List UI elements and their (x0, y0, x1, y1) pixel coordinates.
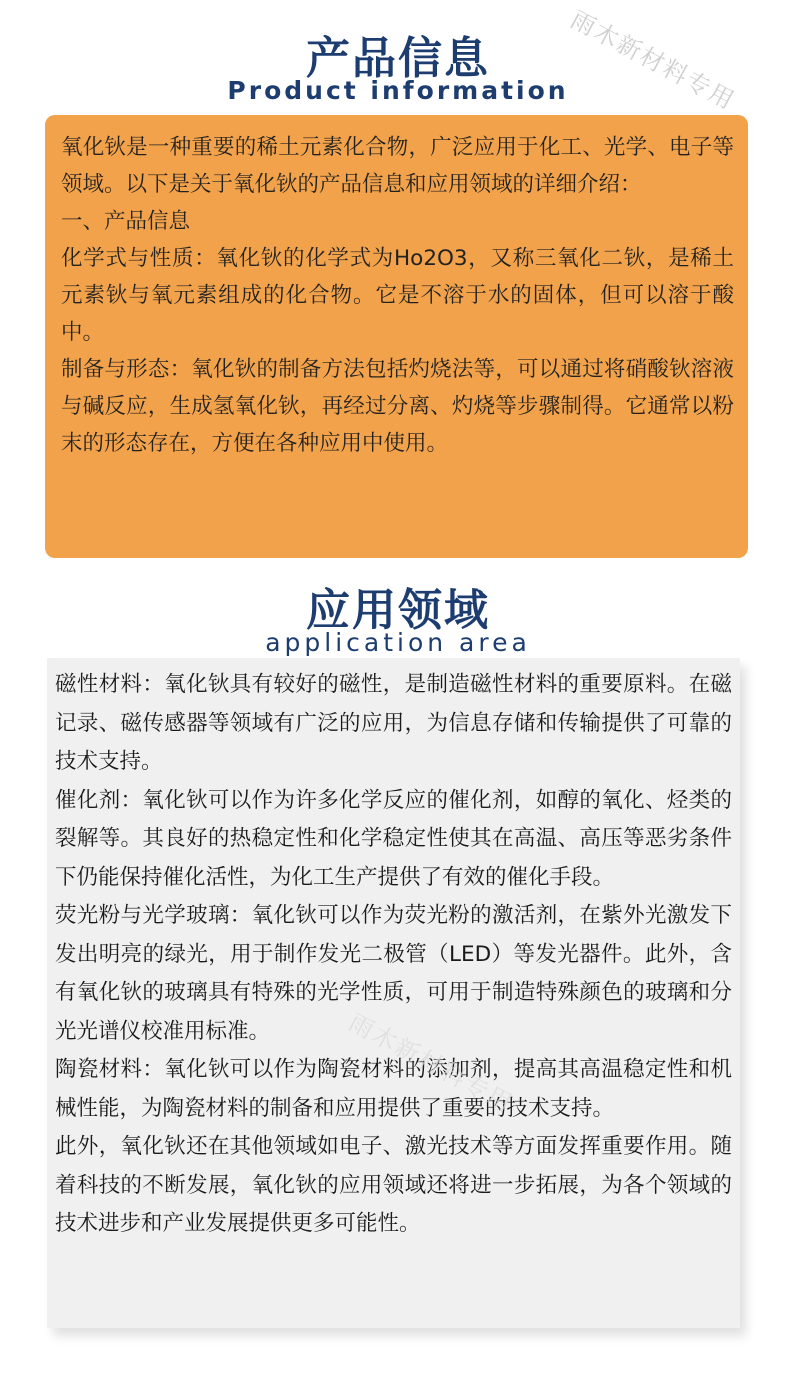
application-area-title: 应用领域 (306, 585, 490, 636)
product-intro-paragraph: 氧化钬是一种重要的稀土元素化合物，广泛应用于化工、光学、电子等领域。以下是关于氧化钬的产品信息和应用领域的详细介绍： (61, 135, 734, 197)
magnetic-materials-paragraph: 磁性材料：氧化钬具有较好的磁性，是制造磁性材料的重要原料。在磁记录、磁传感器等领域有广泛的应用，为信息存储和传输提供了可靠的技术支持。 (55, 672, 732, 774)
watermark-text-overlay: 雨木新材料专用 (344, 1008, 518, 1119)
catalyst-paragraph: 催化剂：氧化钬可以作为许多化学反应的催化剂，如醇的氧化、烃类的裂解等。其良好的热稳定性和化学稳定性使其在高温、高压等恶劣条件下仍能保持催化活性，为化工生产提供了有效的催化手段。 (55, 787, 732, 890)
product-info-panel (45, 115, 748, 558)
other-fields-paragraph: 此外，氧化钬还在其他领域如电子、激光技术等方面发挥重要作用。随着科技的不断发展，氧化钬的应用领域还将进一步拓展，为各个领域的技术进步和产业发展提供更多可能性。 (55, 1134, 732, 1236)
product-info-heading: 一、产品信息 (61, 209, 191, 234)
phosphor-glass-paragraph: 荧光粉与光学玻璃：氧化钬可以作为荧光粉的激活剂，在紫外光激发下发出明亮的绿光，用于制作发光二极管（LED）等发光器件。此外，含有氧化钬的玻璃具有特殊的光学性质，可用于制造特殊颜色的玻璃和分光光谱仪校准用标准。 (55, 903, 732, 1044)
application-area-subtitle: application area (265, 628, 531, 657)
ceramic-materials-paragraph: 陶瓷材料：氧化钬可以作为陶瓷材料的添加剂，提高其高温稳定性和机械性能，为陶瓷材料的制备和应用提供了重要的技术支持。 (55, 1057, 732, 1121)
product-info-subtitle: Product information (227, 76, 569, 105)
application-area-panel (47, 658, 740, 1328)
preparation-paragraph: 制备与形态：氧化钬的制备方法包括灼烧法等，可以通过将硝酸钬溶液与碱反应，生成氢氧化钬，再经过分离、灼烧等步骤制得。它通常以粉末的形态存在，方便在各种应用中使用。 (61, 357, 734, 456)
watermark-text: 雨木新材料专用 (566, 5, 740, 116)
product-info-title: 产品信息 (306, 33, 490, 84)
chemical-formula-paragraph: 化学式与性质：氧化钬的化学式为Ho2O3，又称三氧化二钬，是稀土元素钬与氧元素组成的化合物。它是不溶于水的固体，但可以溶于酸中。 (61, 246, 734, 345)
